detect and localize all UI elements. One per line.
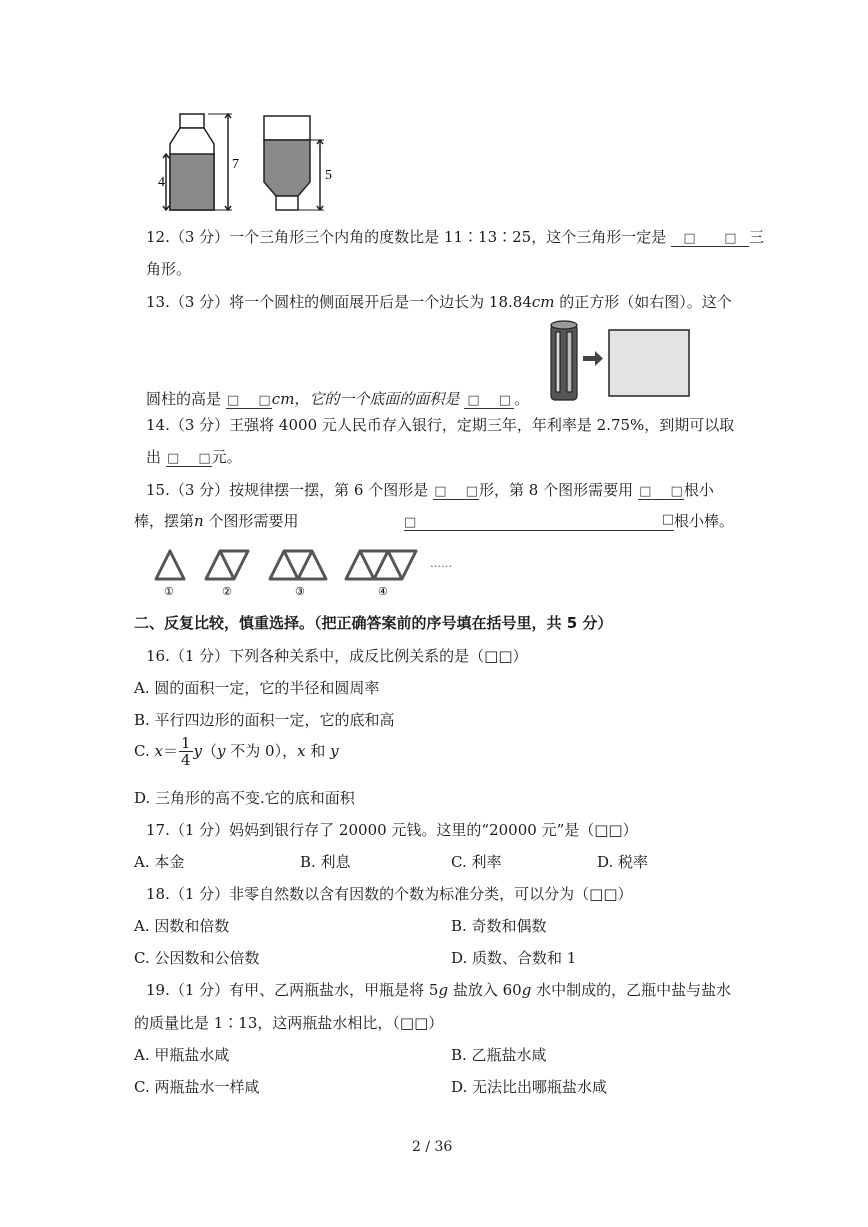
question-15-line1: 15.（3 分）按规律摆一摆，第 6 个图形是 □ □形，第 8 个图形需要用 □ □根小 <box>146 481 714 499</box>
question-19-stem-line2[interactable]: 的质量比是 1∶13，这两瓶盐水相比，（□□） <box>134 1014 444 1032</box>
left-bottle-total-height: 7 <box>232 157 239 172</box>
question-18-stem[interactable]: 18.（1 分）非零自然数以含有因数的个数为标准分类，可以分为（□□） <box>146 885 633 903</box>
q16-option-d[interactable]: D. 三角形的高不变.它的底和面积 <box>134 789 355 807</box>
q12-suffix: 三 <box>748 228 764 246</box>
q15-sticksn-blank[interactable]: □ □ 根小棒。 <box>404 512 735 530</box>
cylinder-unfold-figure <box>545 318 695 404</box>
q12-text: 12.（3 分）一个三角形三个内角的度数比是 11∶13∶25，这个三角形一定是 <box>146 228 667 246</box>
unfolded-square <box>609 330 689 396</box>
q15-shape-blank[interactable]: □ □ <box>433 481 479 500</box>
question-15-line2: 棒，摆第n 个图形需要用 <box>134 512 299 530</box>
q16-option-c[interactable]: C. x＝ $\frac{1}{4}$ y（y 不为 0），x 和 y <box>134 734 339 769</box>
q18-option-c[interactable]: C. 公因数和公倍数 <box>134 949 260 967</box>
q19-option-d[interactable]: D. 无法比出哪瓶盐水咸 <box>451 1078 608 1096</box>
question-13-line1: 13.（3 分）将一个圆柱的侧面展开后是一个边长为 18.84cm 的正方形（如右图）。这个 <box>146 293 732 311</box>
fig-label-4: ④ <box>378 585 388 598</box>
q14-answer-blank[interactable]: □ □ <box>166 448 212 467</box>
left-bottle-water-height: 4 <box>158 175 165 190</box>
question-12 <box>146 226 764 247</box>
q12-continuation: 角形。 <box>146 260 192 278</box>
q12-answer-blank[interactable]: □ □ <box>671 228 749 247</box>
question-14-line1: 14.（3 分）王强将 4000 元人民币存入银行，定期三年，年利率是 2.75%，到期可以取 <box>146 416 735 434</box>
fig-ellipsis: …… <box>430 557 452 570</box>
question-13-line2: 圆柱的高是 □ □cm，它的一个底面的面积是 □ □ 。 <box>146 390 530 408</box>
triangle-pattern-figure <box>150 543 470 599</box>
question-16-stem[interactable]: 16.（1 分）下列各种关系中，成反比例关系的是（□□） <box>146 647 528 665</box>
fig-label-3: ③ <box>295 585 305 598</box>
q13-area-blank[interactable]: □ □ <box>464 390 514 409</box>
q13-height-blank[interactable]: □ □ <box>226 390 272 409</box>
question-17-stem[interactable]: 17.（1 分）妈妈到银行存了 20000 元钱。这里的“20000 元”是（□□） <box>146 821 638 839</box>
q17-option-c[interactable]: C. 利率 <box>451 853 502 871</box>
q17-option-a[interactable]: A. 本金 <box>134 853 185 871</box>
fraction-one-quarter: $\frac{1}{4}$ <box>180 734 191 769</box>
cylinder-icon <box>551 321 577 400</box>
section-2-header: 二、反复比较，慎重选择。（把正确答案前的序号填在括号里，共 5 分） <box>134 614 613 632</box>
question-14-line2: 出 □ □元。 <box>146 448 242 466</box>
q16-option-a[interactable]: A. 圆的面积一定，它的半径和圆周率 <box>134 679 380 697</box>
arrow-right-icon <box>583 351 603 366</box>
q19-option-a[interactable]: A. 甲瓶盐水咸 <box>134 1046 230 1064</box>
q15-sticks8-blank[interactable]: □ □ <box>638 481 684 500</box>
fig-label-2: ② <box>222 585 232 598</box>
bottles-figure <box>160 112 350 214</box>
right-bottle <box>264 116 324 210</box>
right-bottle-water-height: 5 <box>325 168 332 183</box>
q18-option-d[interactable]: D. 质数、合数和 1 <box>451 949 577 967</box>
q17-option-b[interactable]: B. 利息 <box>300 853 351 871</box>
left-bottle <box>163 114 232 210</box>
q18-option-a[interactable]: A. 因数和倍数 <box>134 917 230 935</box>
page-number: 2 / 36 <box>412 1139 453 1155</box>
q19-option-b[interactable]: B. 乙瓶盐水咸 <box>451 1046 547 1064</box>
q16-option-b[interactable]: B. 平行四边形的面积一定，它的底和高 <box>134 711 395 729</box>
q18-option-b[interactable]: B. 奇数和偶数 <box>451 917 547 935</box>
fig-label-1: ① <box>164 585 174 598</box>
question-19-stem-line1[interactable]: 19.（1 分）有甲、乙两瓶盐水，甲瓶是将 5g 盐放入 60g 水中制成的，乙瓶中盐与盐水 <box>146 981 732 999</box>
q17-option-d[interactable]: D. 税率 <box>597 853 649 871</box>
q19-option-c[interactable]: C. 两瓶盐水一样咸 <box>134 1078 260 1096</box>
